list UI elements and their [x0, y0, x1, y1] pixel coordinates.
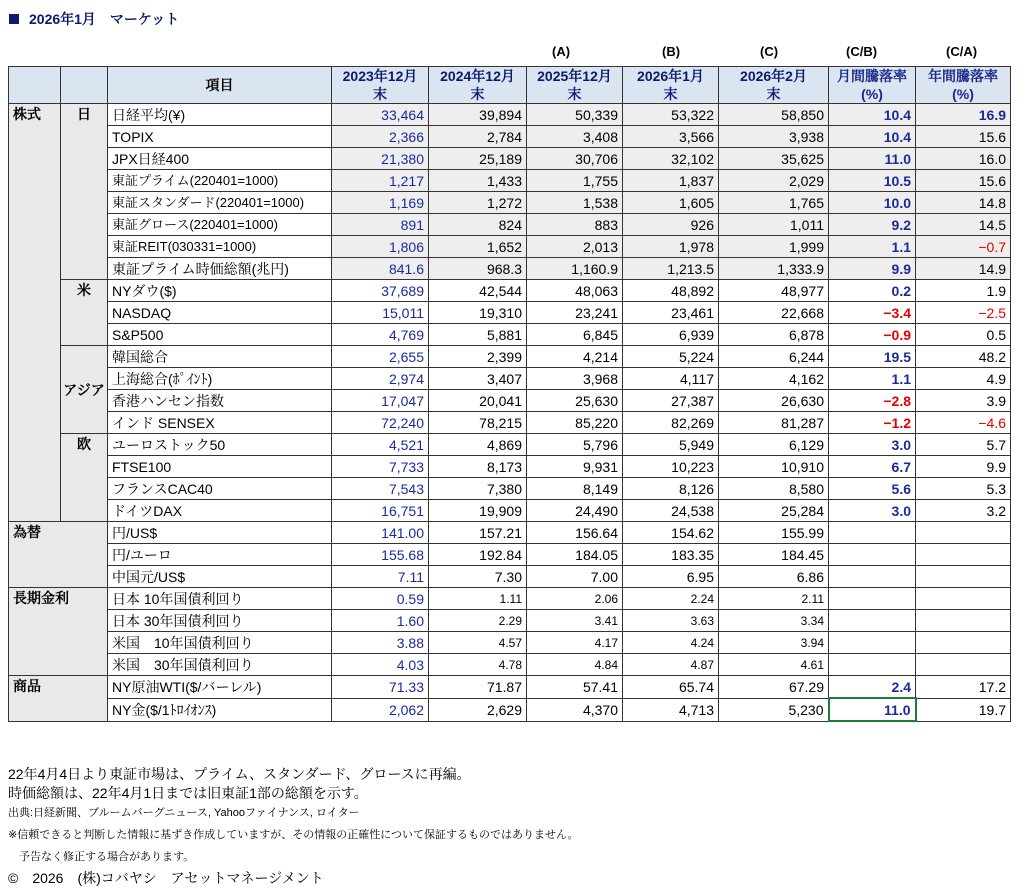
yearly-change [916, 610, 1011, 632]
val-2026-02: 58,850 [719, 104, 829, 126]
table-row [9, 654, 1011, 676]
col-label-b: (B) [662, 44, 681, 59]
val-2025: 4,370 [527, 698, 623, 721]
table-row [9, 170, 1011, 192]
val-2024: 1.11 [429, 588, 527, 610]
monthly-change [829, 522, 916, 544]
table-row [9, 456, 1011, 478]
val-2024: 2,629 [429, 698, 527, 721]
monthly-change: −1.2 [829, 412, 916, 434]
val-2023: 16,751 [332, 500, 429, 522]
yearly-change [916, 632, 1011, 654]
yearly-change: 3.2 [916, 500, 1011, 522]
val-2025: 6,845 [527, 324, 623, 346]
header-yearly-change: 年間騰落率 (%) [916, 67, 1011, 104]
val-2023: 1,169 [332, 192, 429, 214]
val-2026-01: 5,949 [623, 434, 719, 456]
note-market-cap: 時価総額は、22年4月1日までは旧東証1部の総額を示す。 [8, 785, 368, 801]
col-label-cb: (C/B) [846, 44, 878, 59]
val-2026-01: 4.87 [623, 654, 719, 676]
val-2026-02: 155.99 [719, 522, 829, 544]
table-row [9, 632, 1011, 654]
item-name: ユーロストック50 [108, 434, 332, 456]
val-2026-02: 8,580 [719, 478, 829, 500]
yearly-change [916, 588, 1011, 610]
val-2023: 7,543 [332, 478, 429, 500]
header-row [9, 67, 1011, 104]
header-cat [9, 67, 61, 104]
val-2025: 48,063 [527, 280, 623, 302]
val-2026-01: 10,223 [623, 456, 719, 478]
val-2026-01: 4,713 [623, 698, 719, 721]
monthly-change[interactable]: 11.0 [829, 698, 916, 721]
val-2026-02: 6,129 [719, 434, 829, 456]
val-2025: 24,490 [527, 500, 623, 522]
monthly-change: −3.4 [829, 302, 916, 324]
val-2026-02: 22,668 [719, 302, 829, 324]
val-2026-02: 3,938 [719, 126, 829, 148]
val-2026-01: 1,837 [623, 170, 719, 192]
item-name: 日本 30年国債利回り [108, 610, 332, 632]
yearly-change: 14.8 [916, 192, 1011, 214]
category-commod: 商品 [9, 676, 108, 722]
monthly-change: −2.8 [829, 390, 916, 412]
item-name: フランスCAC40 [108, 478, 332, 500]
val-2026-02: 48,977 [719, 280, 829, 302]
val-2023: 71.33 [332, 676, 429, 699]
val-2024: 1,272 [429, 192, 527, 214]
val-2026-02: 4.61 [719, 654, 829, 676]
monthly-change [829, 566, 916, 588]
val-2023: 15,011 [332, 302, 429, 324]
monthly-change: 19.5 [829, 346, 916, 368]
item-name: インド SENSEX [108, 412, 332, 434]
item-name: 東証REIT(030331=1000) [108, 236, 332, 258]
val-2026-01: 82,269 [623, 412, 719, 434]
table-row [9, 610, 1011, 632]
header-item: 項目 [108, 67, 332, 104]
val-2026-01: 183.35 [623, 544, 719, 566]
yearly-change: 3.9 [916, 390, 1011, 412]
val-2023: 3.88 [332, 632, 429, 654]
val-2026-01: 27,387 [623, 390, 719, 412]
val-2024: 19,310 [429, 302, 527, 324]
val-2026-01: 24,538 [623, 500, 719, 522]
monthly-change: 11.0 [829, 148, 916, 170]
val-2026-01: 2.24 [623, 588, 719, 610]
note-source: 出典:日経新聞、ブルームバーグニュース, Yahooファイナンス, ロイター [8, 807, 360, 819]
table-row [9, 500, 1011, 522]
yearly-change: 5.7 [916, 434, 1011, 456]
val-2025: 9,931 [527, 456, 623, 478]
val-2024: 7.30 [429, 566, 527, 588]
table-row [9, 566, 1011, 588]
header-region [61, 67, 108, 104]
table-row [9, 676, 1011, 699]
monthly-change [829, 588, 916, 610]
val-2025: 5,796 [527, 434, 623, 456]
yearly-change: 15.6 [916, 170, 1011, 192]
val-2024: 4.78 [429, 654, 527, 676]
item-name: 東証プライム(220401=1000) [108, 170, 332, 192]
val-2026-02: 2,029 [719, 170, 829, 192]
val-2024: 192.84 [429, 544, 527, 566]
table-row [9, 192, 1011, 214]
monthly-change: 1.1 [829, 236, 916, 258]
val-2023: 21,380 [332, 148, 429, 170]
val-2026-01: 1,978 [623, 236, 719, 258]
monthly-change [829, 654, 916, 676]
note-revision: 予告なく修正する場合があります。 [8, 851, 195, 863]
yearly-change [916, 566, 1011, 588]
val-2026-01: 3.63 [623, 610, 719, 632]
monthly-change: 9.2 [829, 214, 916, 236]
table-row [9, 434, 1011, 456]
val-2025: 3.41 [527, 610, 623, 632]
yearly-change: 17.2 [916, 676, 1011, 699]
val-2023: 1,217 [332, 170, 429, 192]
item-name: 日本 10年国債利回り [108, 588, 332, 610]
item-name: 中国元/US$ [108, 566, 332, 588]
region-jp: 日 [61, 104, 108, 280]
val-2025: 2.06 [527, 588, 623, 610]
monthly-change [829, 632, 916, 654]
header-2023: 2023年12月 末 [332, 67, 429, 104]
val-2026-01: 32,102 [623, 148, 719, 170]
page-title [9, 9, 179, 29]
monthly-change: 10.0 [829, 192, 916, 214]
val-2024: 968.3 [429, 258, 527, 280]
val-2026-01: 5,224 [623, 346, 719, 368]
region-us: 米 [61, 280, 108, 346]
val-2024: 1,433 [429, 170, 527, 192]
item-name: NYダウ($) [108, 280, 332, 302]
val-2024: 157.21 [429, 522, 527, 544]
val-2026-02: 6.86 [719, 566, 829, 588]
item-name: NY原油WTI($/バーレル) [108, 676, 332, 699]
val-2026-02: 2.11 [719, 588, 829, 610]
item-name: 円/US$ [108, 522, 332, 544]
val-2026-01: 1,213.5 [623, 258, 719, 280]
item-name: NY金($/1ﾄﾛｲｵﾝｽ) [108, 698, 332, 721]
val-2026-01: 926 [623, 214, 719, 236]
val-2023: 841.6 [332, 258, 429, 280]
item-name: 韓国総合 [108, 346, 332, 368]
table-row [9, 302, 1011, 324]
val-2024: 3,407 [429, 368, 527, 390]
val-2025: 23,241 [527, 302, 623, 324]
monthly-change [829, 544, 916, 566]
val-2026-02: 184.45 [719, 544, 829, 566]
monthly-change: 10.4 [829, 126, 916, 148]
val-2026-02: 10,910 [719, 456, 829, 478]
item-name: TOPIX [108, 126, 332, 148]
item-name: 上海総合(ﾎﾟｲﾝﾄ) [108, 368, 332, 390]
val-2024: 1,652 [429, 236, 527, 258]
val-2023: 2,062 [332, 698, 429, 721]
val-2023: 17,047 [332, 390, 429, 412]
val-2026-02: 25,284 [719, 500, 829, 522]
val-2026-01: 4,117 [623, 368, 719, 390]
val-2023: 141.00 [332, 522, 429, 544]
val-2026-02: 81,287 [719, 412, 829, 434]
val-2026-02: 3.94 [719, 632, 829, 654]
region-eu: 欧 [61, 434, 108, 522]
monthly-change: 10.5 [829, 170, 916, 192]
note-copyright: © 2026 (株)コバヤシ アセットマネージメント [8, 870, 324, 886]
val-2026-01: 6.95 [623, 566, 719, 588]
table-row [9, 280, 1011, 302]
val-2023: 7.11 [332, 566, 429, 588]
val-2024: 39,894 [429, 104, 527, 126]
monthly-change: 1.1 [829, 368, 916, 390]
market-table-body [9, 104, 1011, 722]
item-name: JPX日経400 [108, 148, 332, 170]
category-fx: 為替 [9, 522, 108, 588]
val-2023: 2,974 [332, 368, 429, 390]
val-2026-01: 6,939 [623, 324, 719, 346]
yearly-change: 16.0 [916, 148, 1011, 170]
val-2025: 25,630 [527, 390, 623, 412]
val-2023: 0.59 [332, 588, 429, 610]
val-2024: 4.57 [429, 632, 527, 654]
val-2025: 50,339 [527, 104, 623, 126]
monthly-change: 6.7 [829, 456, 916, 478]
val-2023: 1.60 [332, 610, 429, 632]
val-2023: 891 [332, 214, 429, 236]
val-2026-02: 1,765 [719, 192, 829, 214]
item-name: 東証グロース(220401=1000) [108, 214, 332, 236]
monthly-change: 10.4 [829, 104, 916, 126]
val-2025: 57.41 [527, 676, 623, 699]
item-name: S&P500 [108, 324, 332, 346]
header-2024: 2024年12月 末 [429, 67, 527, 104]
table-row [9, 236, 1011, 258]
item-name: 日経平均(¥) [108, 104, 332, 126]
yearly-change [916, 544, 1011, 566]
header-2026-01: 2026年1月 末 [623, 67, 719, 104]
header-monthly-change: 月間騰落率 (%) [829, 67, 916, 104]
table-row [9, 148, 1011, 170]
val-2024: 824 [429, 214, 527, 236]
item-name: 円/ユーロ [108, 544, 332, 566]
item-name: 東証スタンダード(220401=1000) [108, 192, 332, 214]
val-2025: 85,220 [527, 412, 623, 434]
market-table [8, 66, 1011, 722]
val-2025: 8,149 [527, 478, 623, 500]
table-row [9, 346, 1011, 368]
val-2026-01: 48,892 [623, 280, 719, 302]
val-2026-01: 1,605 [623, 192, 719, 214]
val-2026-01: 154.62 [623, 522, 719, 544]
val-2023: 37,689 [332, 280, 429, 302]
val-2023: 72,240 [332, 412, 429, 434]
val-2024: 25,189 [429, 148, 527, 170]
table-row [9, 522, 1011, 544]
val-2024: 42,544 [429, 280, 527, 302]
val-2026-02: 4,162 [719, 368, 829, 390]
val-2025: 4.17 [527, 632, 623, 654]
yearly-change: 14.5 [916, 214, 1011, 236]
yearly-change: −2.5 [916, 302, 1011, 324]
val-2026-01: 65.74 [623, 676, 719, 699]
val-2025: 30,706 [527, 148, 623, 170]
item-name: 米国 10年国債利回り [108, 632, 332, 654]
region-asia: アジア [61, 346, 108, 434]
val-2026-01: 4.24 [623, 632, 719, 654]
col-label-ca: (C/A) [946, 44, 978, 59]
note-disclaimer: ※信頼できると判断した情報に基ずき作成していますが、その情報の正確性について保証するものではありません。 [8, 829, 579, 841]
val-2025: 4.84 [527, 654, 623, 676]
category-stocks: 株式 [9, 104, 61, 522]
table-row [9, 324, 1011, 346]
val-2024: 2.29 [429, 610, 527, 632]
val-2023: 4.03 [332, 654, 429, 676]
header-2026-02: 2026年2月 末 [719, 67, 829, 104]
val-2023: 7,733 [332, 456, 429, 478]
val-2026-02: 35,625 [719, 148, 829, 170]
val-2026-02: 1,011 [719, 214, 829, 236]
val-2026-02: 5,230 [719, 698, 829, 721]
yearly-change: 0.5 [916, 324, 1011, 346]
val-2024: 4,869 [429, 434, 527, 456]
table-row [9, 478, 1011, 500]
val-2026-02: 6,878 [719, 324, 829, 346]
val-2025: 3,968 [527, 368, 623, 390]
val-2025: 1,538 [527, 192, 623, 214]
val-2025: 1,755 [527, 170, 623, 192]
val-2023: 4,521 [332, 434, 429, 456]
val-2023: 33,464 [332, 104, 429, 126]
val-2025: 1,160.9 [527, 258, 623, 280]
yearly-change: 14.9 [916, 258, 1011, 280]
monthly-change: 0.2 [829, 280, 916, 302]
monthly-change: 2.4 [829, 676, 916, 699]
val-2026-02: 1,333.9 [719, 258, 829, 280]
yearly-change: −0.7 [916, 236, 1011, 258]
table-row [9, 368, 1011, 390]
yearly-change: 5.3 [916, 478, 1011, 500]
val-2026-02: 26,630 [719, 390, 829, 412]
val-2024: 7,380 [429, 478, 527, 500]
yearly-change: 48.2 [916, 346, 1011, 368]
page-title-text: 2026年1月 マーケット [29, 11, 180, 27]
val-2025: 3,408 [527, 126, 623, 148]
val-2023: 2,655 [332, 346, 429, 368]
item-name: ドイツDAX [108, 500, 332, 522]
val-2026-02: 3.34 [719, 610, 829, 632]
title-square-icon [9, 14, 19, 24]
table-row [9, 412, 1011, 434]
val-2023: 1,806 [332, 236, 429, 258]
val-2026-01: 8,126 [623, 478, 719, 500]
val-2026-01: 3,566 [623, 126, 719, 148]
col-label-c: (C) [760, 44, 779, 59]
val-2024: 8,173 [429, 456, 527, 478]
yearly-change [916, 522, 1011, 544]
item-name: 米国 30年国債利回り [108, 654, 332, 676]
val-2024: 78,215 [429, 412, 527, 434]
val-2026-02: 67.29 [719, 676, 829, 699]
val-2023: 155.68 [332, 544, 429, 566]
yearly-change: 1.9 [916, 280, 1011, 302]
val-2025: 156.64 [527, 522, 623, 544]
val-2024: 2,399 [429, 346, 527, 368]
category-rates: 長期金利 [9, 588, 108, 676]
table-row [9, 258, 1011, 280]
header-2025: 2025年12月 末 [527, 67, 623, 104]
table-row [9, 390, 1011, 412]
val-2025: 883 [527, 214, 623, 236]
monthly-change: 3.0 [829, 434, 916, 456]
table-row [9, 104, 1011, 126]
table-row [9, 544, 1011, 566]
footnotes [8, 764, 579, 887]
val-2025: 2,013 [527, 236, 623, 258]
val-2023: 2,366 [332, 126, 429, 148]
yearly-change: 9.9 [916, 456, 1011, 478]
yearly-change: 15.6 [916, 126, 1011, 148]
val-2024: 20,041 [429, 390, 527, 412]
yearly-change: 16.9 [916, 104, 1011, 126]
yearly-change: 19.7 [916, 698, 1011, 721]
item-name: 東証プライム時価総額(兆円) [108, 258, 332, 280]
val-2026-01: 23,461 [623, 302, 719, 324]
item-name: 香港ハンセン指数 [108, 390, 332, 412]
monthly-change: 3.0 [829, 500, 916, 522]
val-2024: 19,909 [429, 500, 527, 522]
item-name: FTSE100 [108, 456, 332, 478]
yearly-change [916, 654, 1011, 676]
val-2025: 7.00 [527, 566, 623, 588]
monthly-change: 5.6 [829, 478, 916, 500]
note-reorg: 22年4月4日より東証市場は、プライム、スタンダード、グロースに再編。 [8, 766, 471, 782]
val-2026-02: 6,244 [719, 346, 829, 368]
table-row [9, 214, 1011, 236]
item-name: NASDAQ [108, 302, 332, 324]
table-row [9, 698, 1011, 721]
val-2025: 4,214 [527, 346, 623, 368]
monthly-change: 9.9 [829, 258, 916, 280]
val-2024: 71.87 [429, 676, 527, 699]
col-label-a: (A) [552, 44, 571, 59]
table-row [9, 588, 1011, 610]
val-2026-02: 1,999 [719, 236, 829, 258]
yearly-change: 4.9 [916, 368, 1011, 390]
val-2025: 184.05 [527, 544, 623, 566]
val-2024: 2,784 [429, 126, 527, 148]
table-row [9, 126, 1011, 148]
val-2026-01: 53,322 [623, 104, 719, 126]
val-2024: 5,881 [429, 324, 527, 346]
yearly-change: −4.6 [916, 412, 1011, 434]
monthly-change: −0.9 [829, 324, 916, 346]
val-2023: 4,769 [332, 324, 429, 346]
monthly-change [829, 610, 916, 632]
